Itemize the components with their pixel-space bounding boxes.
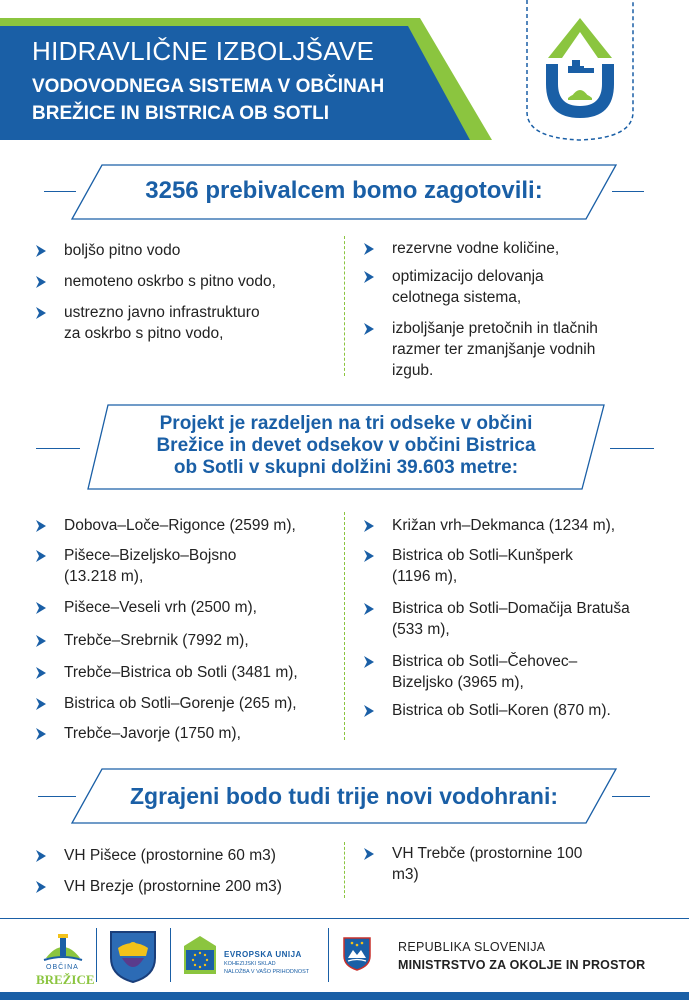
brezice-logo-text-1: OBČINA — [46, 964, 79, 971]
s1-item-left: ustrezno javno infrastrukturo za oskrbo s pitno vodo, — [64, 304, 260, 342]
gov-line1: REPUBLIKA SLOVENIJA — [398, 940, 546, 954]
s1-item-right: optimizacijo delovanja celotnega sistema, — [392, 268, 544, 306]
s1-item-left: boljšo pitno vodo — [64, 242, 181, 259]
section2-line-right — [610, 448, 654, 449]
chevron-right-icon — [36, 307, 46, 319]
s2-item-left: Dobova–Loče–Rigonce (2599 m), — [64, 517, 296, 534]
s3-item-left: VH Brezje (prostornine 200 m3) — [64, 878, 282, 895]
section2-line-left — [36, 448, 80, 449]
chevron-right-icon — [36, 276, 46, 288]
chevron-right-icon — [36, 635, 46, 647]
chevron-right-icon — [364, 656, 374, 668]
section1-title: 3256 prebivalcem bomo zagotovili: — [145, 177, 543, 204]
gov-line2: MINISTRSTVO ZA OKOLJE IN PROSTOR — [398, 958, 646, 972]
water-drop-tap-icon — [524, 0, 636, 142]
s2-item-left: Trebče–Javorje (1750 m), — [64, 725, 241, 742]
s2-item-right: Križan vrh–Dekmanca (1234 m), — [392, 517, 616, 534]
chevron-right-icon — [364, 271, 374, 283]
section2-title: Projekt je razdeljen na tri odseke v občini Brežice in devet odsekov v občini Bistrica ob Sotli v skupni dolžini 39.603 metre: — [156, 413, 536, 478]
eu-cohesion-logo-icon — [180, 932, 220, 976]
section3-title: Zgrajeni bodo tudi trije novi vodohrani: — [129, 783, 559, 809]
s2-item-left: Trebče–Srebrnik (7992 m), — [64, 632, 249, 649]
footer-divider-3 — [328, 928, 329, 982]
s2-item-left: Pišece–Bizeljsko–Bojsno (13.218 m), — [64, 547, 237, 585]
header-title-line3: BREŽICE IN BISTRICA OB SOTLI — [32, 103, 329, 124]
section3-divider — [344, 842, 345, 898]
s3-item-right: VH Trebče (prostornine 100 m3) — [392, 845, 583, 883]
s2-item-right: Bistrica ob Sotli–Koren (870 m). — [392, 702, 611, 719]
brezice-crest-icon — [42, 930, 84, 964]
chevron-right-icon — [36, 881, 46, 893]
chevron-right-icon — [36, 602, 46, 614]
chevron-right-icon — [36, 667, 46, 679]
header-title-line1: HIDRAVLIČNE IZBOLJŠAVE — [32, 36, 375, 66]
s1-item-right: rezervne vodne količine, — [392, 240, 560, 257]
slovenia-coat-of-arms-icon — [342, 936, 372, 972]
chevron-right-icon — [36, 245, 46, 257]
chevron-right-icon — [36, 698, 46, 710]
s2-item-left: Trebče–Bistrica ob Sotli (3481 m), — [64, 664, 298, 681]
chevron-right-icon — [364, 848, 374, 860]
bistrica-crest-icon — [108, 928, 158, 984]
chevron-right-icon — [364, 705, 374, 717]
chevron-right-icon — [364, 520, 374, 532]
chevron-right-icon — [364, 323, 374, 335]
footer-divider-2 — [170, 928, 171, 982]
chevron-right-icon — [364, 243, 374, 255]
eu-line1: EVROPSKA UNIJA — [224, 950, 302, 959]
section1-divider — [344, 236, 345, 376]
footer-bar — [0, 992, 689, 1000]
chevron-right-icon — [364, 603, 374, 615]
brezice-logo-text-2: BREŽICE — [36, 972, 95, 987]
eu-line2: KOHEZIJSKI SKLAD — [224, 961, 276, 967]
chevron-right-icon — [36, 550, 46, 562]
s2-item-left: Bistrica ob Sotli–Gorenje (265 m), — [64, 695, 297, 712]
chevron-right-icon — [364, 550, 374, 562]
s3-item-left: VH Pišece (prostornine 60 m3) — [64, 847, 276, 864]
footer-top-line — [0, 918, 689, 919]
section2-divider — [344, 512, 345, 740]
s1-item-left: nemoteno oskrbo s pitno vodo, — [64, 273, 276, 290]
header-title-line2: VODOVODNEGA SISTEMA V OBČINAH — [32, 76, 385, 97]
chevron-right-icon — [36, 520, 46, 532]
s2-item-right: Bistrica ob Sotli–Čehovec– Bizeljsko (3965 m), — [392, 653, 578, 691]
s2-item-left: Pišece–Veseli vrh (2500 m), — [64, 599, 257, 616]
footer-divider-1 — [96, 928, 97, 982]
eu-line3: NALOŽBA V VAŠO PRIHODNOST — [224, 969, 310, 975]
s2-item-right: Bistrica ob Sotli–Domačija Bratuša (533 m), — [392, 600, 630, 638]
s1-item-right: izboljšanje pretočnih in tlačnih razmer ter zmanjšanje vodnih izgub. — [392, 320, 598, 379]
s2-item-right: Bistrica ob Sotli–Kunšperk (1196 m), — [392, 547, 573, 585]
chevron-right-icon — [36, 728, 46, 740]
chevron-right-icon — [36, 850, 46, 862]
